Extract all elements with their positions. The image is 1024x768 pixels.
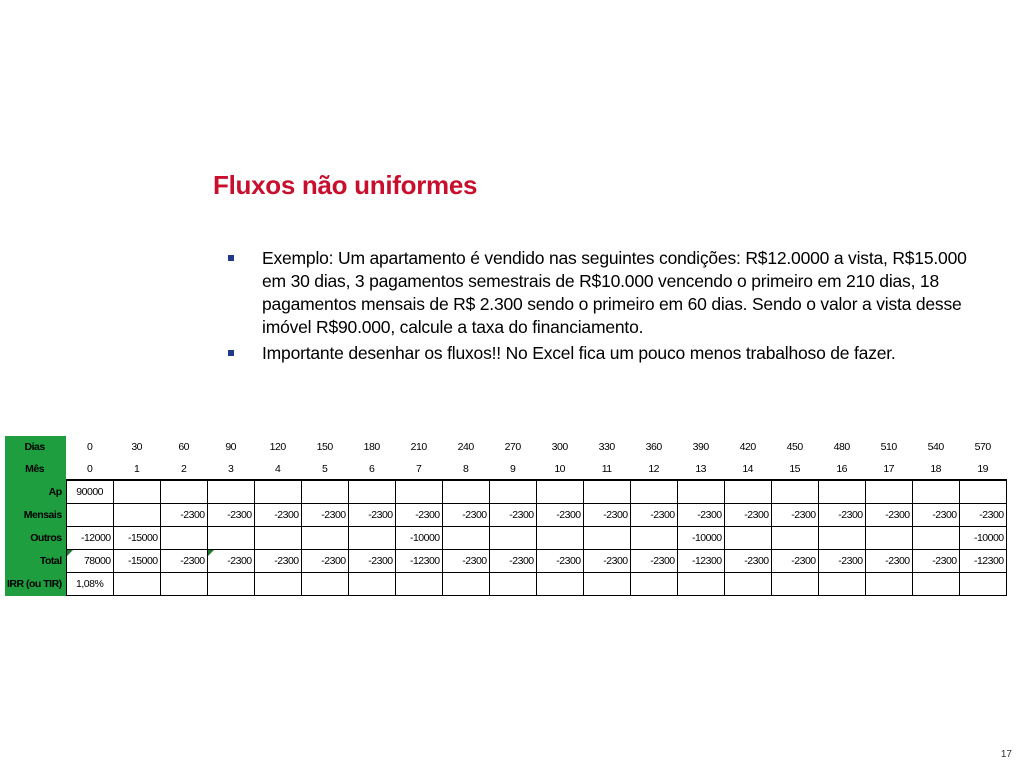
table-cell[interactable]: -12300 bbox=[959, 550, 1006, 573]
table-cell[interactable]: -12000 bbox=[66, 527, 113, 550]
table-cell[interactable] bbox=[959, 480, 1006, 504]
table-cell[interactable]: 570 bbox=[974, 441, 991, 453]
table-cell[interactable] bbox=[442, 480, 489, 504]
table-cell[interactable]: -2300 bbox=[160, 550, 207, 573]
row-label: Outros bbox=[5, 527, 66, 550]
table-cell[interactable] bbox=[348, 527, 395, 550]
table-cell[interactable]: -2300 bbox=[771, 504, 818, 527]
table-cell[interactable]: 150 bbox=[316, 441, 333, 453]
table-cell[interactable] bbox=[113, 504, 160, 527]
table-cell[interactable]: 5 bbox=[321, 462, 328, 475]
table-cell[interactable] bbox=[536, 480, 583, 504]
table-cell[interactable]: 450 bbox=[786, 441, 803, 453]
table-cell[interactable] bbox=[818, 527, 865, 550]
table-row bbox=[5, 573, 1006, 596]
table-cell[interactable]: 14 bbox=[742, 462, 753, 475]
table-cell[interactable]: -2300 bbox=[818, 504, 865, 527]
table-cell[interactable] bbox=[865, 527, 912, 550]
table-cell[interactable]: 6 bbox=[368, 462, 375, 475]
table-cell[interactable]: 18 bbox=[930, 462, 941, 475]
table-row bbox=[5, 527, 1006, 550]
row-label: Total bbox=[5, 550, 66, 573]
table-cell[interactable]: -2300 bbox=[959, 504, 1006, 527]
table-cell[interactable]: 1,08% bbox=[66, 573, 113, 596]
table-cell[interactable]: 19 bbox=[977, 462, 988, 475]
table-cell[interactable]: -2300 bbox=[724, 550, 771, 573]
row-label: IRR (ou TIR) bbox=[5, 573, 66, 596]
table-cell[interactable] bbox=[630, 573, 677, 596]
table-cell[interactable] bbox=[395, 480, 442, 504]
square-bullet-icon bbox=[228, 255, 234, 261]
table-cell[interactable]: 210 bbox=[410, 441, 427, 453]
table-cell[interactable]: 330 bbox=[598, 441, 615, 453]
table-cell[interactable] bbox=[442, 527, 489, 550]
table-cell[interactable]: -10000 bbox=[677, 527, 724, 550]
table-cell[interactable]: 78000 bbox=[66, 550, 113, 573]
table-cell[interactable]: -2300 bbox=[489, 504, 536, 527]
table-cell[interactable]: -2300 bbox=[583, 504, 630, 527]
table-cell[interactable]: 360 bbox=[645, 441, 662, 453]
slide-title: Fluxos não uniformes bbox=[213, 170, 478, 200]
table-cell[interactable] bbox=[677, 573, 724, 596]
table-cell[interactable]: 300 bbox=[551, 441, 568, 453]
table-cell[interactable] bbox=[113, 573, 160, 596]
table-cell[interactable]: -2300 bbox=[630, 550, 677, 573]
table-cell[interactable]: -2300 bbox=[442, 504, 489, 527]
table-cell[interactable] bbox=[677, 480, 724, 504]
table-cell[interactable]: -2300 bbox=[348, 504, 395, 527]
table-cell[interactable]: -2300 bbox=[489, 550, 536, 573]
table-cell[interactable]: 1 bbox=[133, 462, 140, 475]
table-cell[interactable]: 480 bbox=[833, 441, 850, 453]
table-cell[interactable] bbox=[301, 527, 348, 550]
table-cell[interactable] bbox=[160, 527, 207, 550]
table-cell[interactable]: 11 bbox=[601, 462, 612, 475]
square-bullet-icon bbox=[228, 350, 234, 356]
table-cell[interactable]: 0 bbox=[86, 462, 93, 475]
table-cell[interactable] bbox=[301, 480, 348, 504]
table-cell[interactable]: 2 bbox=[180, 462, 187, 475]
table-cell[interactable] bbox=[160, 573, 207, 596]
table-cell[interactable]: 90 bbox=[225, 441, 236, 453]
table-cell[interactable] bbox=[583, 480, 630, 504]
table-cell[interactable]: 0 bbox=[86, 441, 93, 453]
table-cell[interactable]: -2300 bbox=[395, 504, 442, 527]
table-cell[interactable]: -2300 bbox=[677, 504, 724, 527]
table-cell[interactable]: -2300 bbox=[865, 504, 912, 527]
table-cell[interactable] bbox=[771, 573, 818, 596]
table-cell[interactable]: 16 bbox=[836, 462, 847, 475]
table-cell[interactable] bbox=[724, 480, 771, 504]
table-cell[interactable] bbox=[536, 573, 583, 596]
table-cell[interactable] bbox=[724, 527, 771, 550]
table-cell[interactable] bbox=[724, 573, 771, 596]
table-cell[interactable]: 3 bbox=[227, 462, 234, 475]
table-cell[interactable]: -10000 bbox=[395, 527, 442, 550]
table-cell[interactable] bbox=[912, 573, 959, 596]
table-cell[interactable]: -2300 bbox=[724, 504, 771, 527]
table-cell[interactable]: 30 bbox=[131, 441, 142, 453]
bullet-item-example bbox=[228, 247, 968, 339]
table-cell[interactable] bbox=[912, 527, 959, 550]
table-cell[interactable]: 8 bbox=[462, 462, 469, 475]
table-cell[interactable] bbox=[583, 573, 630, 596]
row-label: Mensais bbox=[5, 504, 66, 527]
table-cell[interactable] bbox=[630, 480, 677, 504]
table-cell[interactable] bbox=[395, 573, 442, 596]
table-cell[interactable] bbox=[348, 573, 395, 596]
table-cell[interactable] bbox=[959, 573, 1006, 596]
table-cell[interactable]: -2300 bbox=[630, 504, 677, 527]
row-label: Mês bbox=[5, 458, 66, 480]
table-cell[interactable]: 9 bbox=[509, 462, 516, 475]
table-cell[interactable]: -2300 bbox=[442, 550, 489, 573]
table-cell[interactable] bbox=[630, 527, 677, 550]
table-cell[interactable]: -2300 bbox=[912, 550, 959, 573]
table-cell[interactable]: 390 bbox=[692, 441, 709, 453]
table-cell[interactable]: -2300 bbox=[912, 504, 959, 527]
table-cell[interactable]: -2300 bbox=[536, 550, 583, 573]
table-cell[interactable] bbox=[254, 573, 301, 596]
table-cell[interactable]: -12300 bbox=[677, 550, 724, 573]
table-cell[interactable]: 540 bbox=[927, 441, 944, 453]
table-cell[interactable]: -12300 bbox=[395, 550, 442, 573]
table-cell[interactable]: 180 bbox=[363, 441, 380, 453]
bullet-text: Exemplo: Um apartamento é vendido nas seguintes condições: R$12.0000 a vista, R$15.000 em 30 dias, 3 pagamentos semestrais de R$10.000 vencendo o primeiro em 210 dias, 18 pagamentos mensais de R$ 2.300 sendo o primeiro em 60 dias. Sendo o valor a vista desse imóvel R$90.000, calcule a taxa do financiamento. bbox=[262, 248, 967, 337]
table-cell[interactable]: 10 bbox=[554, 462, 565, 475]
bullet-item-tip bbox=[228, 342, 968, 365]
table-cell[interactable]: -2300 bbox=[536, 504, 583, 527]
table-cell[interactable]: 7 bbox=[415, 462, 422, 475]
table-cell[interactable] bbox=[771, 527, 818, 550]
table-cell[interactable]: -2300 bbox=[160, 504, 207, 527]
table-cell[interactable]: -2300 bbox=[348, 550, 395, 573]
table-cell[interactable]: -2300 bbox=[254, 550, 301, 573]
table-cell[interactable] bbox=[489, 527, 536, 550]
table-cell[interactable]: 12 bbox=[648, 462, 659, 475]
table-cell[interactable]: 60 bbox=[178, 441, 189, 453]
table-cell[interactable] bbox=[66, 504, 113, 527]
table-cell[interactable] bbox=[207, 573, 254, 596]
table-cell[interactable] bbox=[818, 480, 865, 504]
table-row bbox=[5, 504, 1006, 527]
table-cell[interactable]: 120 bbox=[269, 441, 286, 453]
table-cell[interactable]: 13 bbox=[695, 462, 706, 475]
table-cell[interactable] bbox=[254, 527, 301, 550]
table-cell[interactable]: -2300 bbox=[818, 550, 865, 573]
table-cell[interactable] bbox=[207, 480, 254, 504]
table-row bbox=[5, 480, 1006, 504]
table-cell[interactable]: -15000 bbox=[113, 550, 160, 573]
table-cell[interactable]: 420 bbox=[739, 441, 756, 453]
table-row bbox=[5, 436, 1006, 458]
row-label: Dias bbox=[5, 436, 66, 458]
table-cell[interactable] bbox=[348, 480, 395, 504]
table-cell[interactable] bbox=[912, 480, 959, 504]
table-cell[interactable]: -2300 bbox=[207, 550, 254, 573]
table-cell[interactable] bbox=[160, 480, 207, 504]
table-cell[interactable] bbox=[442, 573, 489, 596]
table-cell[interactable]: -2300 bbox=[301, 504, 348, 527]
table-cell[interactable] bbox=[301, 573, 348, 596]
table-cell[interactable]: -2300 bbox=[301, 550, 348, 573]
table-cell[interactable]: 90000 bbox=[66, 480, 113, 504]
table-cell[interactable]: 4 bbox=[274, 462, 281, 475]
table-cell[interactable]: -2300 bbox=[865, 550, 912, 573]
table-cell[interactable] bbox=[113, 480, 160, 504]
table-cell[interactable]: 15 bbox=[789, 462, 800, 475]
table-cell[interactable] bbox=[536, 527, 583, 550]
bullet-list bbox=[228, 247, 968, 368]
table-cell[interactable]: -2300 bbox=[207, 504, 254, 527]
table-cell[interactable] bbox=[207, 527, 254, 550]
table-cell[interactable]: 510 bbox=[880, 441, 897, 453]
table-row bbox=[5, 550, 1006, 573]
row-label: Ap bbox=[5, 480, 66, 504]
cash-flow-table bbox=[5, 436, 1007, 596]
table-cell[interactable] bbox=[865, 480, 912, 504]
table-cell[interactable] bbox=[771, 480, 818, 504]
table-cell[interactable]: 17 bbox=[883, 462, 894, 475]
page-number: 17 bbox=[1000, 749, 1012, 760]
table-cell[interactable] bbox=[489, 573, 536, 596]
table-cell[interactable]: 270 bbox=[504, 441, 521, 453]
table-cell[interactable]: -2300 bbox=[254, 504, 301, 527]
table-row bbox=[5, 458, 1006, 480]
table-cell[interactable] bbox=[818, 573, 865, 596]
table-cell[interactable]: -2300 bbox=[583, 550, 630, 573]
table-cell[interactable]: 240 bbox=[457, 441, 474, 453]
table-cell[interactable] bbox=[865, 573, 912, 596]
table-cell[interactable] bbox=[489, 480, 536, 504]
table-cell[interactable] bbox=[254, 480, 301, 504]
table-cell[interactable]: -15000 bbox=[113, 527, 160, 550]
table-cell[interactable] bbox=[583, 527, 630, 550]
table-cell[interactable]: -10000 bbox=[959, 527, 1006, 550]
bullet-text: Importante desenhar os fluxos!! No Excel fica um pouco menos trabalhoso de fazer. bbox=[262, 343, 896, 363]
table-cell[interactable]: -2300 bbox=[771, 550, 818, 573]
